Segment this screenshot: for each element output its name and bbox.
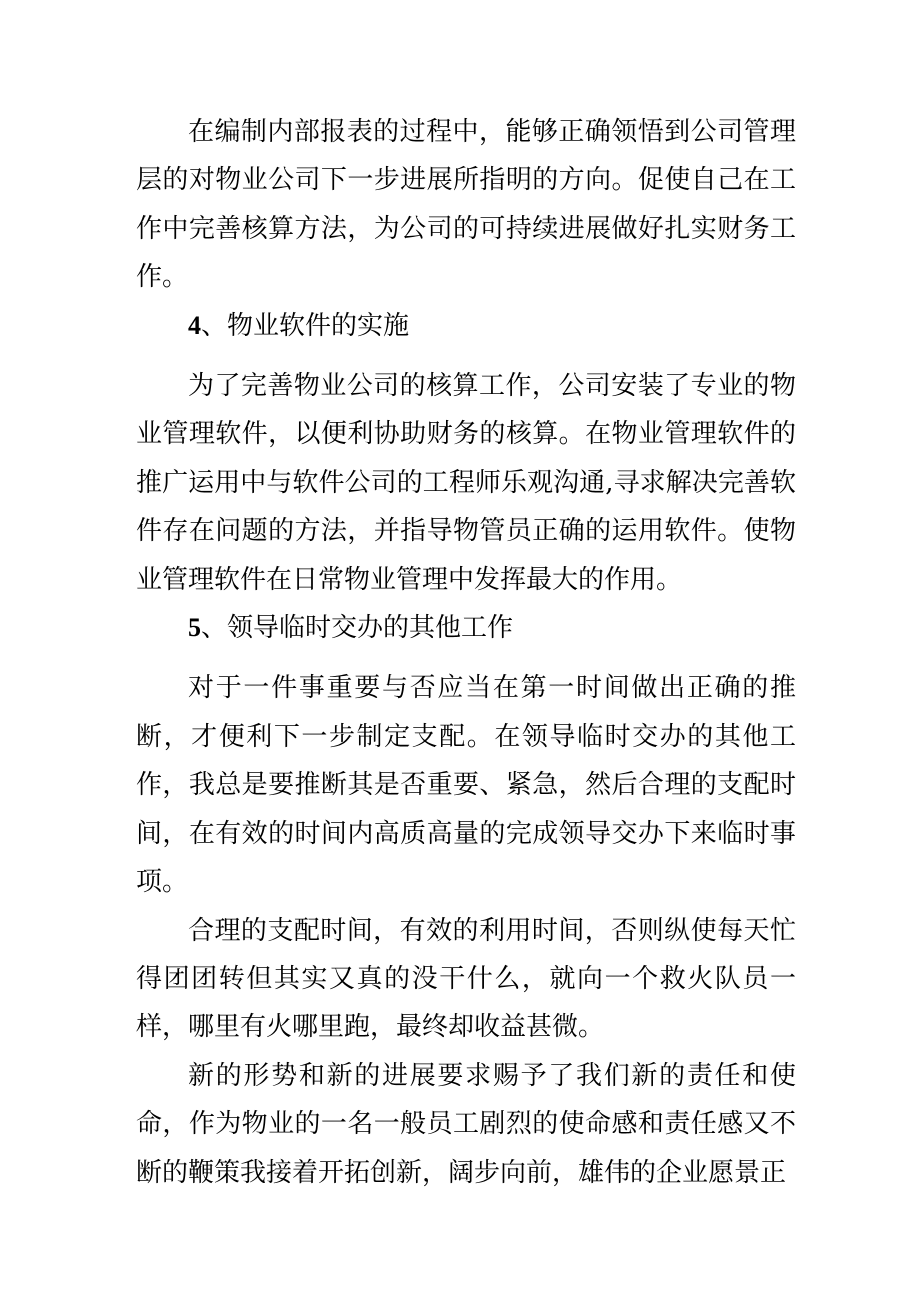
paragraph-tasks: 对于一件事重要与否应当在第一时间做出正确的推断，才便利下一步制定支配。在领导临时交办的其他工作，我总是要推断其是否重要、紧急，然后合理的支配时间，在有效的时间内高质高量的完成领导交办下来临时事项。 bbox=[136, 673, 796, 898]
section-title-5: 、领导临时交办的其他工作 bbox=[201, 613, 514, 644]
paragraph-software: 为了完善物业公司的核算工作，公司安装了专业的物业管理软件，以便利协助财务的核算。在物业管理软件的推广运用中与软件公司的工程师乐观沟通,寻求解决完善软件存在问题的方法，并指导物管员正确的运用软件。使物业管理软件在日常物业管理中发挥最大的作用。 bbox=[136, 371, 796, 595]
paragraph-mission: 新的形势和新的进展要求赐予了我们新的责任和使命，作为物业的一名一般员工剧烈的使命感和责任感又不断的鞭策我接着开拓创新，阔步向前，雄伟的企业愿景正 bbox=[136, 1060, 796, 1188]
document-body bbox=[136, 108, 796, 1197]
section-title-4: 、物业软件的实施 bbox=[201, 310, 410, 341]
section-number-4: 4 bbox=[188, 310, 201, 340]
paragraph-time: 合理的支配时间，有效的利用时间，否则纵使每天忙得团团转但其实又真的没干什么，就向一个救火队员一样，哪里有火哪里跑，最终却收益甚微。 bbox=[136, 915, 796, 1043]
section-heading-5 bbox=[136, 604, 796, 652]
paragraph-reporting: 在编制内部报表的过程中，能够正确领悟到公司管理层的对物业公司下一步进展所指明的方向。促使自己在工作中完善核算方法，为公司的可持续进展做好扎实财务工作。 bbox=[136, 117, 796, 293]
section-heading-4 bbox=[136, 302, 796, 350]
section-number-5: 5 bbox=[188, 613, 201, 643]
